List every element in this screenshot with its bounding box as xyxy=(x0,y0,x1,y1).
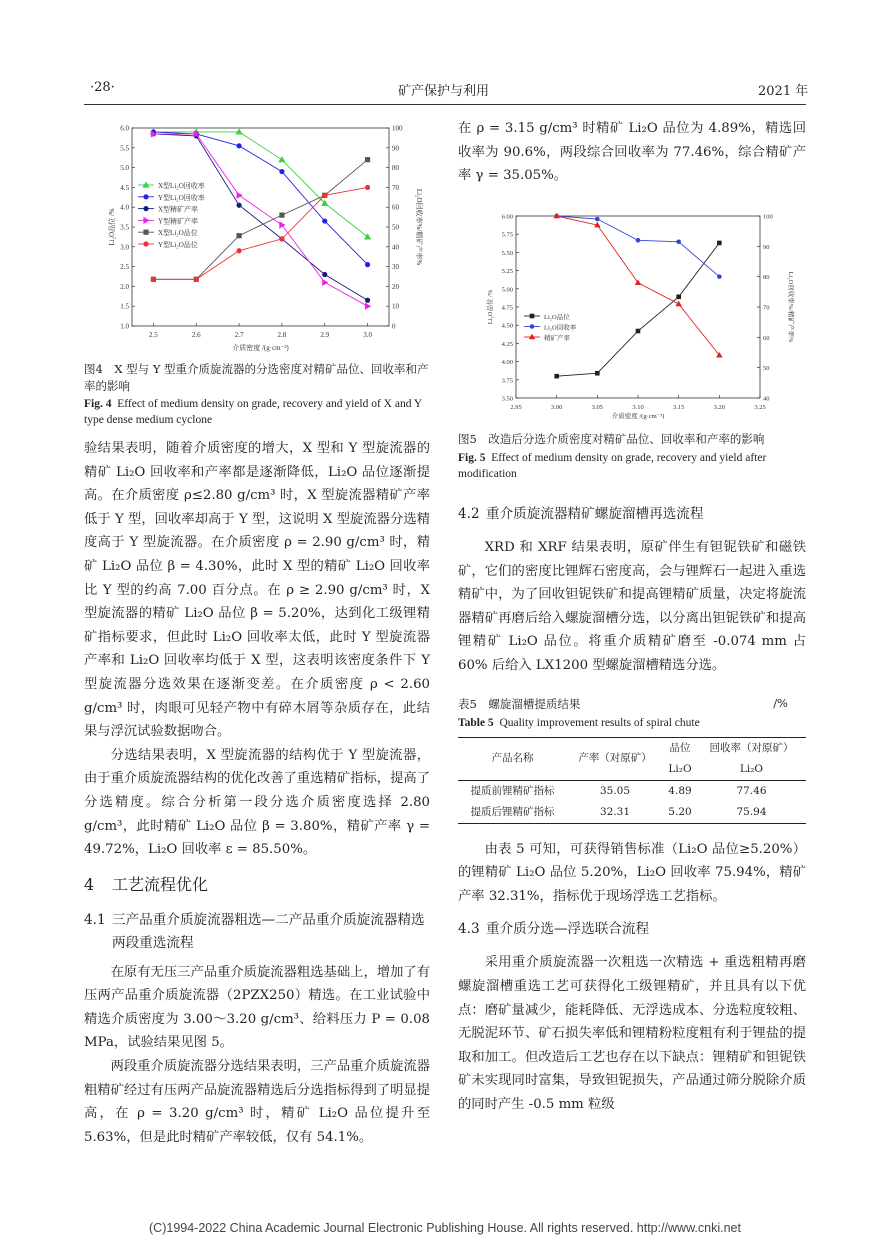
data-point xyxy=(635,279,642,285)
data-point xyxy=(194,277,199,282)
table-5-title-en: Table 5 Quality improvement results of spiral chute xyxy=(458,716,700,729)
paragraph: 两段重介质旋流器分选结果表明，三产品重介质旋流器粗精矿经过有压两产品旋流器精选后分选指标得到了明显提高，在 ρ = 3.20 g/cm³ 时，精矿 Li₂O 品位提升至 5.63%，但是此时精矿产率较低，仅有 54.1%。 xyxy=(84,1059,430,1145)
y-left-tick-label: 4.25 xyxy=(501,340,513,348)
y-right-tick-label: 60 xyxy=(392,203,399,212)
x-tick-label: 3.05 xyxy=(591,404,604,411)
table-cell: 32.31 xyxy=(567,802,663,824)
data-point xyxy=(365,262,370,267)
figure-4-caption-en: Fig. 4 Effect of medium density on grade, recovery and yield of X and Y type dense medium cyclone xyxy=(84,398,422,426)
table-row xyxy=(458,780,806,802)
journal-name: 矿产保护与利用 xyxy=(398,84,490,99)
y-right-tick-label: 50 xyxy=(763,365,770,373)
x-axis-label: 介质密度 /(g·cm⁻³) xyxy=(232,344,289,352)
figure-4-chart xyxy=(104,114,428,364)
y-left-tick-label: 4.75 xyxy=(501,304,513,312)
data-point xyxy=(365,185,370,190)
table-5-title: 表5 螺旋溜槽提质结果 /% xyxy=(458,695,788,711)
data-point xyxy=(236,203,241,208)
y-right-tick-label: 70 xyxy=(763,304,770,312)
y-left-tick-label: 6.0 xyxy=(120,124,129,133)
legend-label: 精矿产率 xyxy=(544,335,570,342)
legend-marker xyxy=(143,241,148,246)
data-point xyxy=(554,374,559,379)
data-point xyxy=(365,157,370,162)
x-tick-label: 3.20 xyxy=(713,404,726,411)
y-left-axis-label: Li₂O品位 /% xyxy=(108,208,116,246)
section-4-3-heading: 4.3 重介质分选—浮选联合流程 xyxy=(458,921,650,938)
series-line xyxy=(557,216,720,355)
legend-marker xyxy=(143,206,148,211)
data-point xyxy=(235,128,242,134)
legend-marker xyxy=(143,217,149,224)
legend-label: Y型Li₂O回收率 xyxy=(158,193,205,202)
legend-label: Y型精矿产率 xyxy=(158,217,199,226)
data-point xyxy=(279,169,284,174)
paragraph: 在 ρ = 3.15 g/cm³ 时精矿 Li₂O 品位为 4.89%，精选回收率为 90.6%，两段综合回收率为 77.46%，综合精矿产率 γ = 35.05%。 xyxy=(458,121,806,184)
legend-marker xyxy=(530,324,535,329)
y-right-tick-label: 90 xyxy=(763,243,770,251)
data-point xyxy=(364,233,371,239)
table-cell: 提质前锂精矿指标 xyxy=(458,780,567,802)
legend-marker xyxy=(142,181,149,187)
paragraph: 由表 5 可知，可获得销售标准（Li₂O 品位≥5.20%）的锂精矿 Li₂O 品位 5.20%，Li₂O 回收率 75.94%，精矿产率 32.31%，指标优于现场浮选工艺指标。 xyxy=(458,841,806,904)
paragraph: 采用重介质旋流器一次粗选一次精选 + 重选粗精再磨螺旋溜槽重选工艺可获得化工级锂精矿，并且具有以下优点：磨矿量减少，能耗降低、无浮选成本、分选粒度较粗、无脱泥环节、矿石损失率低和锂精粉粒度粗有利于锂盐的提取和加工。但改造后工艺也存在以下缺点：锂精矿和钽铌铁矿未实现同时富集，导致钽铌损失，产品通过筛分脱除介质的同时产生 -0.5 mm 粒级 xyxy=(458,955,806,1112)
y-left-tick-label: 5.00 xyxy=(501,286,513,294)
legend-marker xyxy=(530,314,535,319)
y-left-tick-label: 5.50 xyxy=(501,249,513,257)
figure-5-caption-cn: 图5 改造后分选介质密度对精矿品位、回收率和产率的影响 xyxy=(458,432,765,446)
data-point xyxy=(553,213,560,219)
legend-label: Y型Li₂O品位 xyxy=(158,241,198,249)
table-header: 品位 xyxy=(663,737,697,759)
y-right-tick-label: 50 xyxy=(392,223,399,232)
y-left-tick-label: 4.50 xyxy=(501,322,513,330)
series-line xyxy=(557,243,720,376)
data-point xyxy=(365,298,370,303)
x-tick-label: 3.15 xyxy=(672,404,685,411)
left-column xyxy=(84,437,430,1149)
y-right-tick-label: 70 xyxy=(392,183,399,192)
data-point xyxy=(236,233,241,238)
section-4-1-heading: 4.1 三产品重介质旋流器粗选—二产品重介质旋流器精选两段重选流程 xyxy=(84,911,425,951)
data-point xyxy=(279,213,284,218)
table-cell: 4.89 xyxy=(663,780,697,802)
section-4-heading: 4 工艺流程优化 xyxy=(84,874,209,894)
x-tick-label: 2.8 xyxy=(277,331,287,339)
data-point xyxy=(365,303,371,310)
y-left-tick-label: 5.5 xyxy=(120,144,129,153)
data-point xyxy=(717,274,722,279)
x-tick-label: 2.9 xyxy=(320,331,330,339)
y-right-tick-label: 10 xyxy=(392,302,399,311)
header-rule xyxy=(84,104,806,105)
table-cell: 77.46 xyxy=(697,780,806,802)
data-point xyxy=(322,193,327,198)
y-left-tick-label: 5.75 xyxy=(501,231,513,239)
table-cell: 提质后锂精矿指标 xyxy=(458,802,567,824)
y-right-tick-label: 90 xyxy=(392,144,399,153)
y-right-tick-label: 30 xyxy=(392,263,399,272)
y-left-tick-label: 4.5 xyxy=(120,183,129,192)
data-point xyxy=(675,301,682,307)
y-right-tick-label: 100 xyxy=(392,124,403,133)
figure-4-caption-cn: 图4 X 型与 Y 型重介质旋流器的分选密度对精矿品位、回收率和产率的影响 xyxy=(84,362,429,393)
y-left-tick-label: 3.75 xyxy=(501,377,513,385)
data-point xyxy=(278,156,285,162)
x-tick-label: 3.10 xyxy=(632,404,644,411)
table-subheader: Li₂O xyxy=(668,762,692,775)
y-left-tick-label: 5.0 xyxy=(120,164,129,173)
y-left-tick-label: 3.0 xyxy=(120,243,129,252)
table-subheader: Li₂O xyxy=(739,762,764,775)
series-line xyxy=(557,216,720,277)
legend-label: Li₂O品位 xyxy=(544,314,570,321)
table-header: 产品名称 xyxy=(458,737,567,780)
data-point xyxy=(236,248,241,253)
x-axis-label: 介质密度 /(g·cm⁻³) xyxy=(611,413,665,420)
x-tick-label: 2.6 xyxy=(191,331,201,339)
table-cell: 5.20 xyxy=(663,802,697,824)
x-tick-label: 3.0 xyxy=(363,331,372,339)
y-left-tick-label: 6.00 xyxy=(501,213,513,221)
y-left-tick-label: 4.0 xyxy=(120,203,129,212)
x-tick-label: 3.25 xyxy=(754,404,766,411)
data-point xyxy=(595,217,600,222)
table-cell: 35.05 xyxy=(567,780,663,802)
data-point xyxy=(322,218,327,223)
paragraph: 在原有无压三产品重介质旋流器粗选基础上，增加了有压两产品重介质旋流器（2PZX250）精选。在工业试验中精选介质密度为 3.00～3.20 g/cm³、给料压力 P = 0.08 MPa，试验结果见图 5。 xyxy=(84,964,430,1051)
data-point xyxy=(595,371,600,376)
y-left-tick-label: 3.5 xyxy=(120,223,129,232)
y-left-tick-label: 5.25 xyxy=(501,268,513,276)
paragraph: XRD 和 XRF 结果表明，原矿伴生有钽铌铁矿和磁铁矿，它们的密度比锂辉石密度高，会与锂辉石一起进入重选精矿中，为了回收钽铌铁矿和提高锂精矿质量，决定将旋流器精矿再磨后给入螺旋溜槽分选，以分离出钽铌铁矿和提高锂精矿 Li₂O 品位。将重介质精矿磨至 -0.074 mm 占 60% 后给入 LX1200 型螺旋溜槽精选分选。 xyxy=(458,540,806,673)
paragraph: 分选结果表明，X 型旋流器的结构优于 Y 型旋流器，由于重介质旋流器结构的优化改善了重选精矿指标，提高了分选精度。综合分析第一段分选介质密度选择 2.80 g/cm³，此时精矿 Li₂O 品位 β = 3.80%，精矿产率 γ = 49.72%，Li₂O 回收率 ε = 85.50%。 xyxy=(84,747,430,858)
table-row xyxy=(458,802,806,824)
y-right-tick-label: 20 xyxy=(392,282,399,291)
y-left-tick-label: 2.0 xyxy=(120,282,129,291)
table-5 xyxy=(458,737,806,824)
y-left-axis-label: Li₂O品位 /% xyxy=(487,289,494,325)
data-point xyxy=(151,277,156,282)
y-left-tick-label: 1.0 xyxy=(120,322,129,331)
data-point xyxy=(636,329,641,334)
figure-5-chart xyxy=(478,205,798,427)
y-right-axis-label: Li₂O回收率%/精矿产率% xyxy=(415,188,423,266)
page-number: ·28· xyxy=(90,80,115,95)
y-right-tick-label: 100 xyxy=(763,213,773,221)
section-4-2-heading: 4.2 重介质旋流器精矿螺旋溜槽再选流程 xyxy=(458,506,704,522)
x-tick-label: 2.95 xyxy=(510,404,522,411)
x-tick-label: 3.00 xyxy=(550,404,563,411)
legend-marker xyxy=(529,334,536,340)
y-left-tick-label: 3.50 xyxy=(501,395,513,403)
data-point xyxy=(676,239,681,244)
figure-5-caption-en: Fig. 5 Effect of medium density on grade, recovery and yield after modification xyxy=(458,451,767,480)
data-point xyxy=(236,143,241,148)
table-cell: 75.94 xyxy=(697,802,806,824)
y-right-tick-label: 0 xyxy=(392,322,396,331)
y-left-tick-label: 2.5 xyxy=(120,263,129,272)
data-point xyxy=(322,279,328,286)
paragraph: 验结果表明，随着介质密度的增大，X 型和 Y 型旋流器的精矿 Li₂O 回收率和产率都是逐渐降低，Li₂O 品位逐渐提高。在介质密度 ρ≤2.80 g/cm³ 时，X 型旋流器精矿产率低于 Y 型，回收率却高于 Y 型，这说明 X 型旋流器分选精度高于 Y 型旋流器。在介质密度 ρ = 2.90 g/cm³ 时，精矿 Li₂O 品位 β = 4.30%，此时 X 型的精矿 Li₂O 回收率比 Y 型的约高 7.00 百分点。在 ρ ≥ 2.90 g/cm³ 时，X 型旋流器的精矿 Li₂O 品位 β = 5.20%，达到化工级锂精矿指标要求，但此时 Li₂O 回收率太低，此时 Y 型旋流器产率和 Li₂O 回收率均低于 X 型，这表明该密度条件下 Y 型旋流器分选效果在逐渐变差。在介质密度 ρ < 2.60 g/cm³ 时，肉眼可见轻产物中有碎木屑等杂质存在，此结果与浮沉试验数据吻合。 xyxy=(84,441,430,740)
year: 2021 年 xyxy=(758,84,809,99)
x-tick-label: 2.5 xyxy=(149,331,158,339)
data-point xyxy=(236,192,242,199)
y-left-tick-label: 4.00 xyxy=(501,359,513,367)
y-left-tick-label: 1.5 xyxy=(120,302,129,311)
y-right-axis-label: Li₂O回收率%/精矿产率% xyxy=(787,271,794,343)
y-right-tick-label: 40 xyxy=(763,395,770,403)
data-point xyxy=(717,241,722,246)
plot-frame xyxy=(516,216,760,398)
data-point xyxy=(676,295,681,300)
legend-label: Li₂O回收率 xyxy=(544,324,577,332)
legend-marker xyxy=(143,194,148,199)
y-right-tick-label: 60 xyxy=(763,334,770,342)
legend-label: X型精矿产率 xyxy=(158,205,199,214)
legend-label: X型Li₂O回收率 xyxy=(158,182,205,190)
footer-copyright: (C)1994-2022 China Academic Journal Electronic Publishing House. All rights reserved. http://www.cnki.net xyxy=(149,1221,741,1235)
table-header: 产率（对原矿） xyxy=(567,737,663,780)
data-point xyxy=(636,238,641,243)
y-right-tick-label: 40 xyxy=(392,243,399,252)
x-tick-label: 2.7 xyxy=(234,331,244,339)
table-header: 回收率（对原矿） xyxy=(697,737,806,759)
y-right-tick-label: 80 xyxy=(392,164,399,173)
data-point xyxy=(279,221,285,228)
data-point xyxy=(322,272,327,277)
data-point xyxy=(279,236,284,241)
right-column xyxy=(458,503,806,1117)
legend-label: X型Li₂O品位 xyxy=(158,229,198,238)
legend-marker xyxy=(143,230,148,235)
y-right-tick-label: 80 xyxy=(763,274,770,282)
